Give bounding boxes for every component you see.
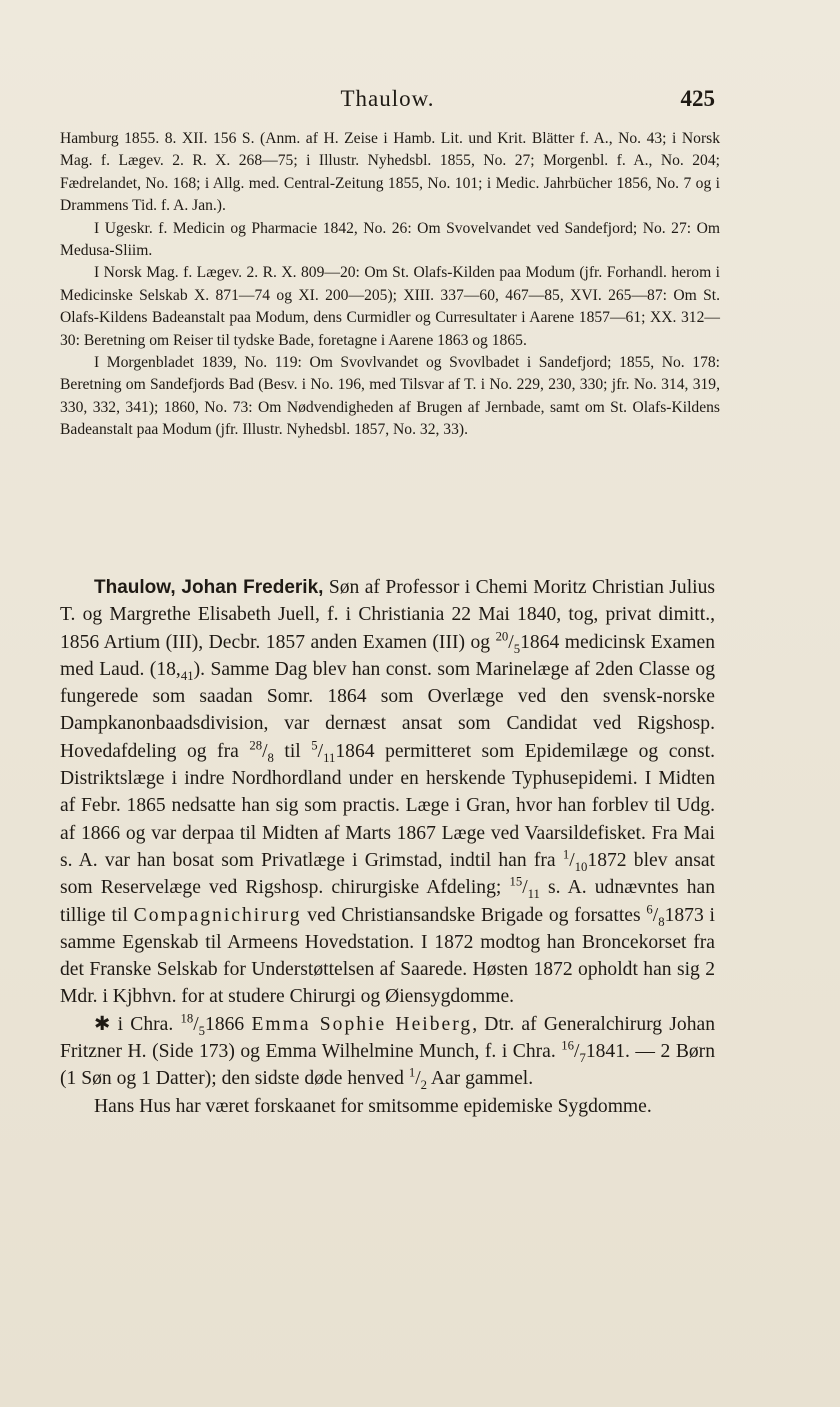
spaced-title: Compagnichirurg [133, 904, 302, 926]
bibliography-entry: I Ugeskr. f. Medicin og Pharmacie 1842, No. 26: Om Svovelvandet ved Sandefjord; No. 27: Om Medusa-Sliim. [60, 219, 720, 260]
bibliography-block [60, 128, 720, 442]
bibliography-entry: Hamburg 1855. 8. XII. 156 S. (Anm. af H. Zeise i Hamb. Lit. und Krit. Blätter f. A., No. 43; i Norsk Mag. f. Lægev. 2. R. X. 268—75; i Illustr. Nyhedsbl. 1855, No. 27; Morgenbl. f. A., No. 204; Fædrelandet, No. 168; i Allg. med. Central-Zeitung 1855, No. 101; i Medic. Jahrbücher 1856, No. 7 og i Drammens Tid. f. A. Jan.). [60, 130, 720, 215]
running-head: Thaulow. [340, 86, 435, 111]
biography-paragraph: Thaulow, Johan Frederik, Søn af Professor i Chemi Moritz Christian Julius T. og Margrethe Elisabeth Juell, f. i Christiania 22 Mai 1840, tog, privat dimitt., 1856 Artium (III), Decbr. 1857 anden Examen (III) og $^{20}/_51864$ medicinsk Examen med Laud. $(18,_{41})$. Samme Dag blev han const. som Marinelæge af 2den Classe og fungerede som saadan Somr. 1864 som Overlæge ved den svensk-norske Dampkanonbaadsdivision, var dernæst ansat som Candidat ved Rigshosp. Hovedafdeling og fra $^{28}/_8$ til $^5/_{11}1864$ permitteret som Epidemilæge og const. Distriktslæge i indre Nordhordland under en herskende Typhusepidemi. I Midten af Febr. 1865 nedsatte han sig som practis. Læge i Gran, hvor han forblev til Udg. af 1866 og var derpaa til Midten af Marts 1867 Læge ved Vaarsildefisket. Fra Mai s. A. var han bosat som Privatlæge i Grimstad, indtil han fra $^1/_{10}1872$ blev ansat som Reservelæge ved Rigshosp. chirurgiske Afdeling; $^{15}/_{11}$ s. A. udnævntes han tillige til Compagnichirurg ved Christiansandske Brigade og forsattes $^6/_81873$ i samme Egenskab til Armeens Hovedstation. I 1872 modtog han Broncekorset fra det Franske Selskab for Understøttelsen af Saarede. Høsten 1872 opholdt han sig 2 Mdr. i Kjbhvn. for at studere Chirurgi og Øiensygdomme. [60, 577, 715, 1008]
bibliography-entry: I Morgenbladet 1839, No. 119: Om Svovlvandet og Svovlbadet i Sandefjord; 1855, No. 178: Beretning om Sandefjords Bad (Besv. i No. 196, med Tilsvar af T. i No. 229, 230, 330; jfr. No. 314, 319, 330, 332, 341); 1860, No. 73: Om Nødvendigheden af Brugen af Jernbade, samt om St. Olafs-Kildens Badeanstalt paa Modum (jfr. Illustr. Nyhedsbl. 1857, No. 32, 33). [60, 354, 720, 439]
spouse-name: Emma Sophie Heiberg [251, 1013, 473, 1035]
page-header [60, 86, 715, 120]
page-number: 425 [680, 86, 715, 111]
entry-name: Thaulow, Johan Frederik, [94, 577, 324, 598]
biography-entry [60, 574, 715, 1120]
marriage-star-icon: ✱ [94, 1013, 111, 1035]
marriage-paragraph: ✱ i Chra. $^{18}/_51866$ Emma Sophie Heiberg, Dtr. af Generalchirurg Johan Fritzner H. (Side 173) og Emma Wilhelmine Munch, f. i Chra. $^{16}/_71841$. — 2 Børn (1 Søn og 1 Datter); den sidste døde henved $^1/_2$ Aar gammel. [60, 1011, 716, 1093]
closing-paragraph: Hans Hus har været forskaanet for smitsomme epidemiske Sygdomme. [94, 1095, 652, 1117]
bibliography-entry: I Norsk Mag. f. Lægev. 2. R. X. 809—20: Om St. Olafs-Kilden paa Modum (jfr. Forhandl. herom i Medicinske Selskab X. 871—74 og XI. 200—205); XIII. 337—60, 467—85, XVI. 265—87: Om St. Olafs-Kildens Badeanstalt paa Modum, dens Curmidler og Curresultater i Aarene 1857—61; XX. 312—30: Beretning om Reiser til tydske Bade, foretagne i Aarene 1863 og 1865. [60, 264, 720, 349]
